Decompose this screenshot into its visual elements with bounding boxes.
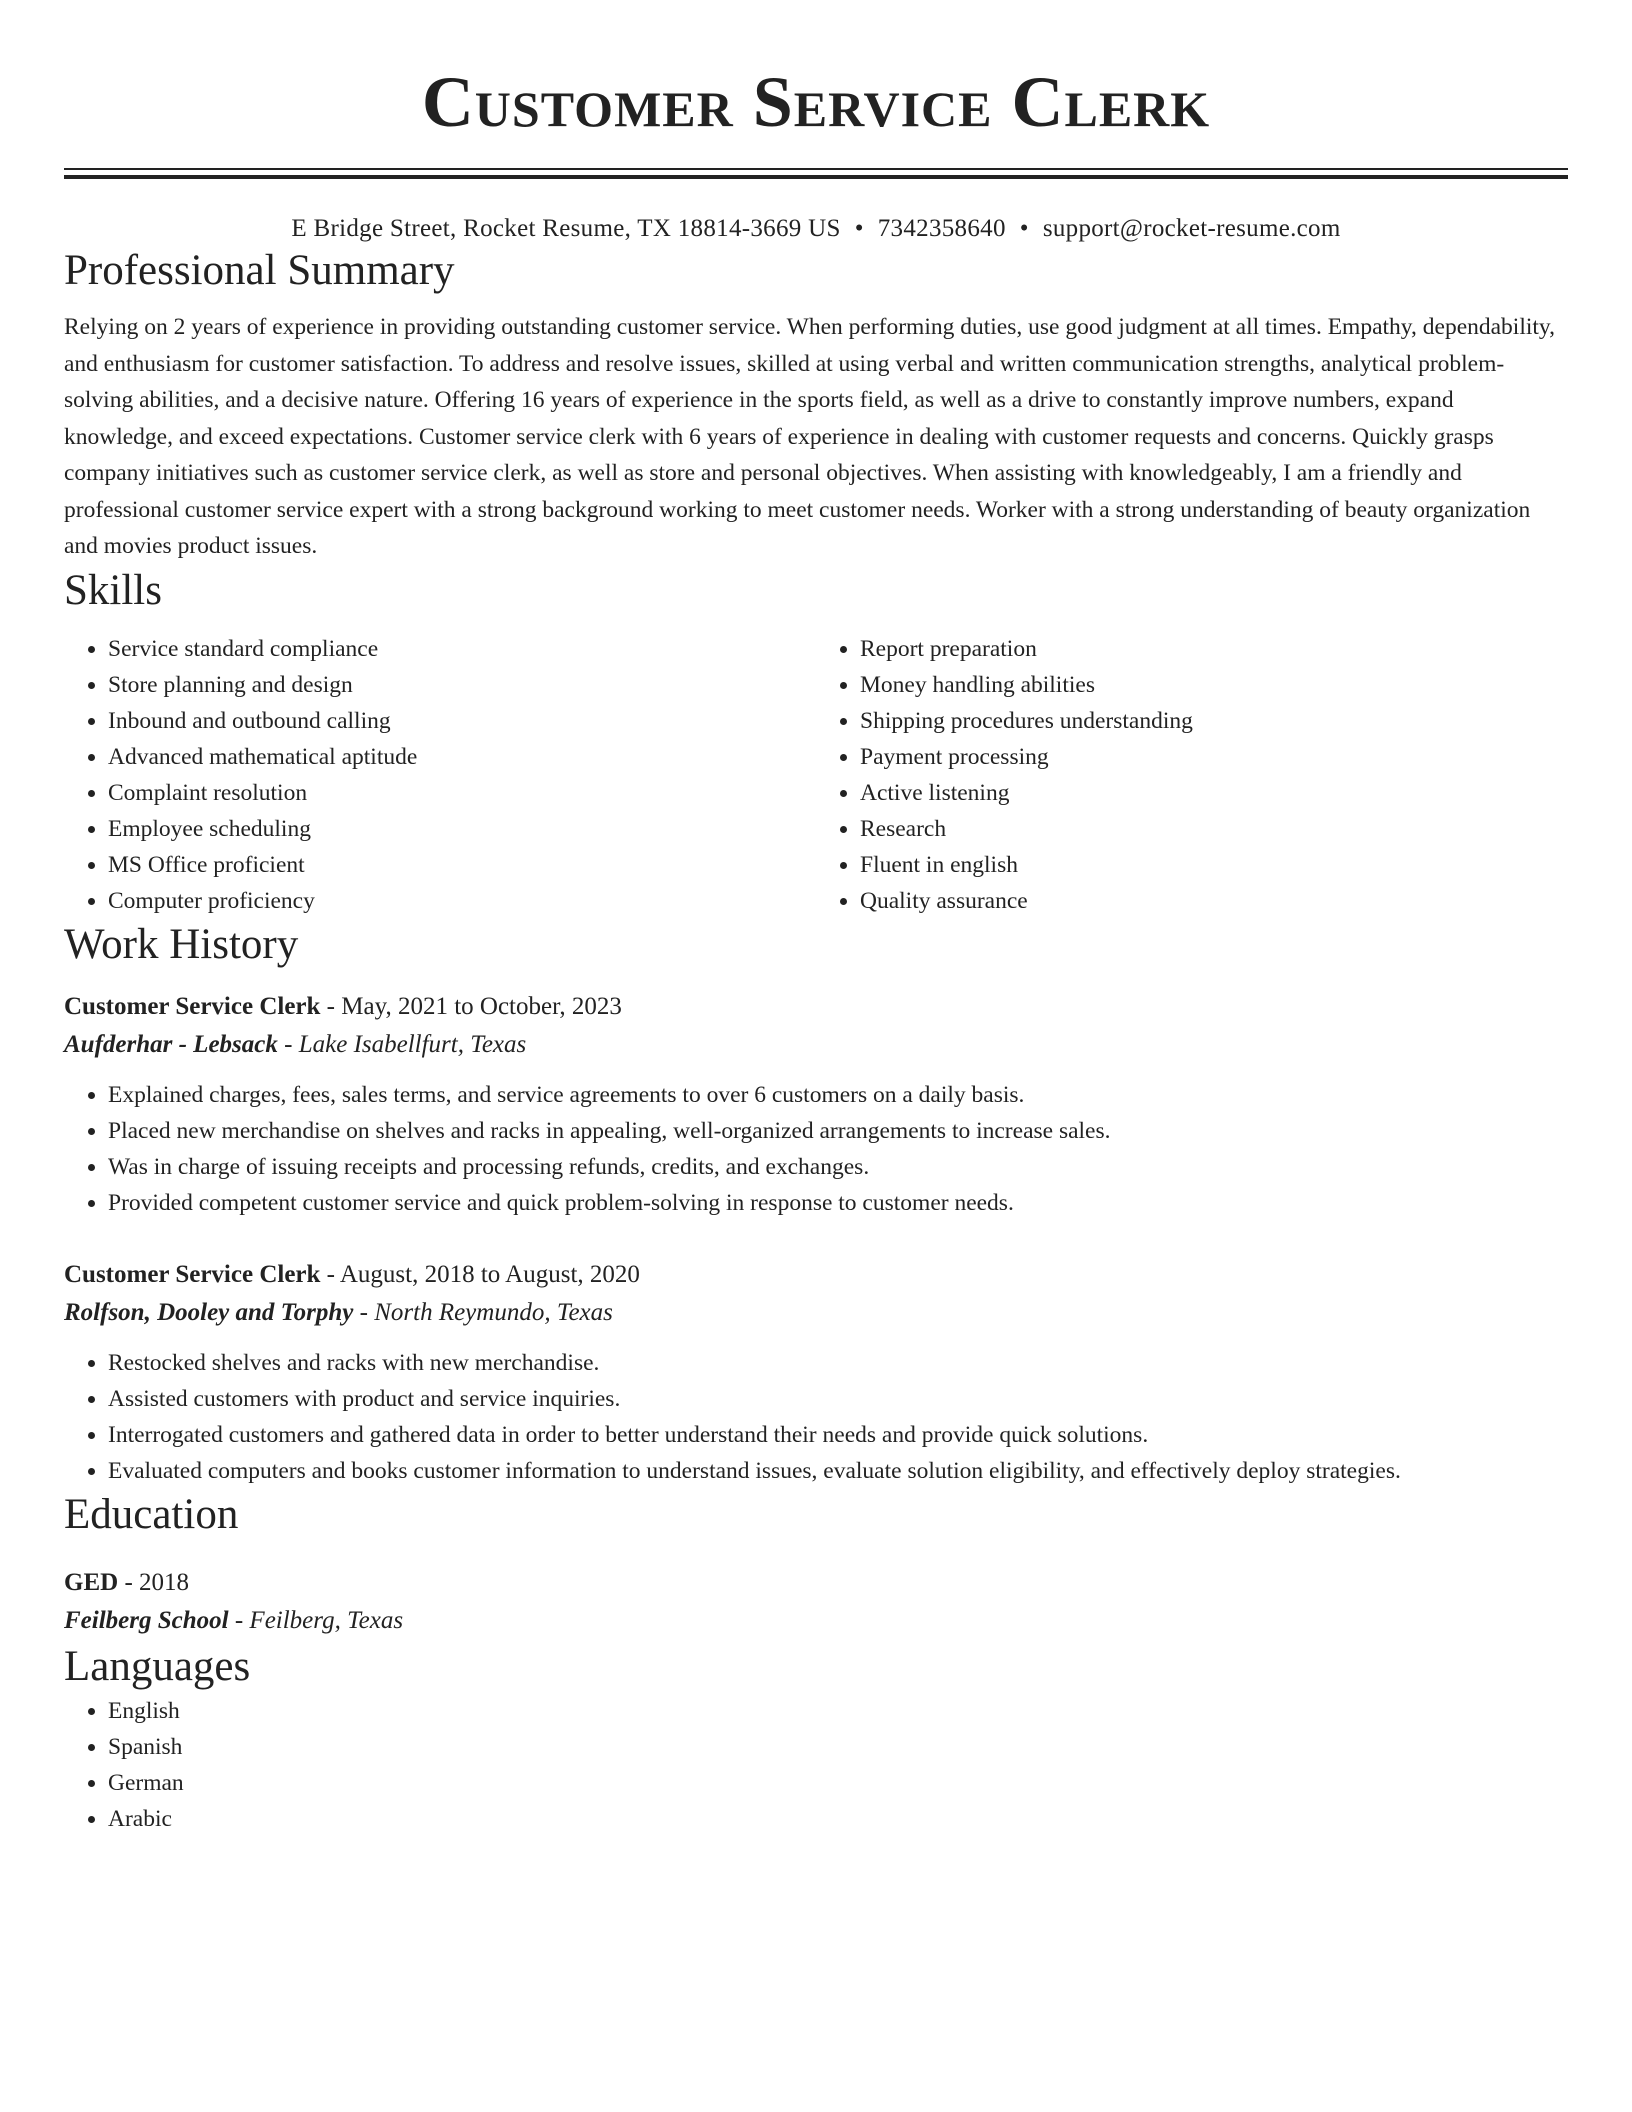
language-item: • Arabic (108, 1801, 1568, 1837)
skills-columns (64, 631, 1568, 919)
job-header (64, 989, 1568, 1025)
skill-item: • Fluent in english (860, 847, 1568, 883)
skill-item: • Payment processing (860, 739, 1568, 775)
job-bullets (64, 1077, 1568, 1221)
job-dash: - (320, 1260, 340, 1288)
job-location: North Reymundo, Texas (374, 1298, 613, 1326)
education-dash: - (118, 1568, 140, 1596)
job-header (64, 1257, 1568, 1293)
job-dash: - (277, 1030, 299, 1058)
skill-item: • Active listening (860, 775, 1568, 811)
education-school-line (64, 1601, 1568, 1641)
skills-list-left (64, 631, 816, 919)
skill-item: • Computer proficiency (108, 883, 816, 919)
languages-list (64, 1693, 1568, 1837)
skill-item: • Quality assurance (860, 883, 1568, 919)
skill-item: • Report preparation (860, 631, 1568, 667)
job-dates: May, 2021 to October, 2023 (341, 992, 622, 1020)
contact-separator: • (854, 215, 864, 242)
job-bullet: • Evaluated computers and books customer information to understand issues, evaluate solution eligibility, and effectively deploy strategies. (108, 1453, 1568, 1489)
skill-item: • Research (860, 811, 1568, 847)
skills-list-right (816, 631, 1568, 919)
job-bullet: • Was in charge of issuing receipts and processing refunds, credits, and exchanges. (108, 1149, 1568, 1185)
job-bullet: • Restocked shelves and racks with new merchandise. (108, 1345, 1568, 1381)
skill-item: • Inbound and outbound calling (108, 703, 816, 739)
skill-item: • Employee scheduling (108, 811, 816, 847)
job-role: Customer Service Clerk (64, 1260, 321, 1288)
job-bullet: • Interrogated customers and gathered data in order to better understand their needs and provide quick solutions. (108, 1417, 1568, 1453)
education-dash: - (228, 1606, 250, 1634)
skill-item: • Shipping procedures understanding (860, 703, 1568, 739)
job-role: Customer Service Clerk (64, 992, 321, 1020)
skill-item: • MS Office proficient (108, 847, 816, 883)
job-company: Rolfson, Dooley and Torphy (64, 1298, 354, 1326)
skill-item: • Complaint resolution (108, 775, 816, 811)
job-bullet: • Explained charges, fees, sales terms, and service agreements to over 6 customers on a daily basis. (108, 1077, 1568, 1113)
job-bullet: • Placed new merchandise on shelves and racks in appealing, well-organized arrangements to increase sales. (108, 1113, 1568, 1149)
education-school: Feilberg School (64, 1606, 229, 1634)
summary-heading: Professional Summary (64, 247, 455, 294)
contact-line (64, 213, 1568, 245)
job-entry (64, 989, 1568, 1221)
summary-text: Relying on 2 years of experience in providing outstanding customer service. When performing duties, use good judgment at all times. Empathy, dependability, and enthusiasm for customer satisfaction. To address and resolve issues, skilled at using verbal and written communication strengths, analytical problem-solving abilities, and a decisive nature. Offering 16 years of experience in the sports field, as well as a drive to constantly improve numbers, expand knowledge, and exceed expectations. Customer service clerk with 6 years of experience in dealing with customer requests and concerns. Quickly grasps company initiatives such as customer service clerk, as well as store and personal objectives. When assisting with knowledgeably, I am a friendly and professional customer service expert with a strong background working to meet customer needs. Worker with a strong understanding of beauty organization and movies product issues. (64, 314, 1556, 559)
skill-item: • Store planning and design (108, 667, 816, 703)
job-bullet: • Provided competent customer service and quick problem-solving in response to customer needs. (108, 1185, 1568, 1221)
education-heading: Education (64, 1490, 239, 1538)
job-bullets (64, 1345, 1568, 1489)
skill-item: • Service standard compliance (108, 631, 816, 667)
job-dates: August, 2018 to August, 2020 (339, 1260, 640, 1288)
education-location: Feilberg, Texas (249, 1606, 404, 1634)
education-entry (64, 1565, 1568, 1641)
job-location: Lake Isabellfurt, Texas (298, 1030, 527, 1058)
job-dash: - (353, 1298, 375, 1326)
contact-email: support@rocket-resume.com (1042, 215, 1341, 242)
language-item: • English (108, 1693, 1568, 1729)
contact-phone: 7342358640 (877, 215, 1006, 242)
job-entry (64, 1257, 1568, 1489)
education-degree: GED (64, 1568, 119, 1596)
education-year: 2018 (139, 1568, 190, 1596)
languages-heading: Languages (64, 1642, 251, 1690)
work-history-heading: Work History (64, 920, 299, 968)
job-employer-line (64, 1293, 1568, 1333)
header-double-rule (64, 168, 1568, 179)
contact-address: E Bridge Street, Rocket Resume, TX 18814-3669 US (291, 215, 841, 242)
language-item: • Spanish (108, 1729, 1568, 1765)
job-employer-line (64, 1025, 1568, 1065)
contact-separator: • (1019, 215, 1029, 242)
education-header (64, 1565, 1568, 1601)
job-company: Aufderhar - Lebsack (64, 1030, 278, 1058)
job-bullet: • Assisted customers with product and service inquiries. (108, 1381, 1568, 1417)
language-item: • German (108, 1765, 1568, 1801)
skill-item: • Advanced mathematical aptitude (108, 739, 816, 775)
skill-item: • Money handling abilities (860, 667, 1568, 703)
resume-name-heading: Customer Service Clerk (421, 62, 1211, 142)
skills-heading: Skills (64, 566, 162, 614)
job-dash: - (320, 992, 342, 1020)
